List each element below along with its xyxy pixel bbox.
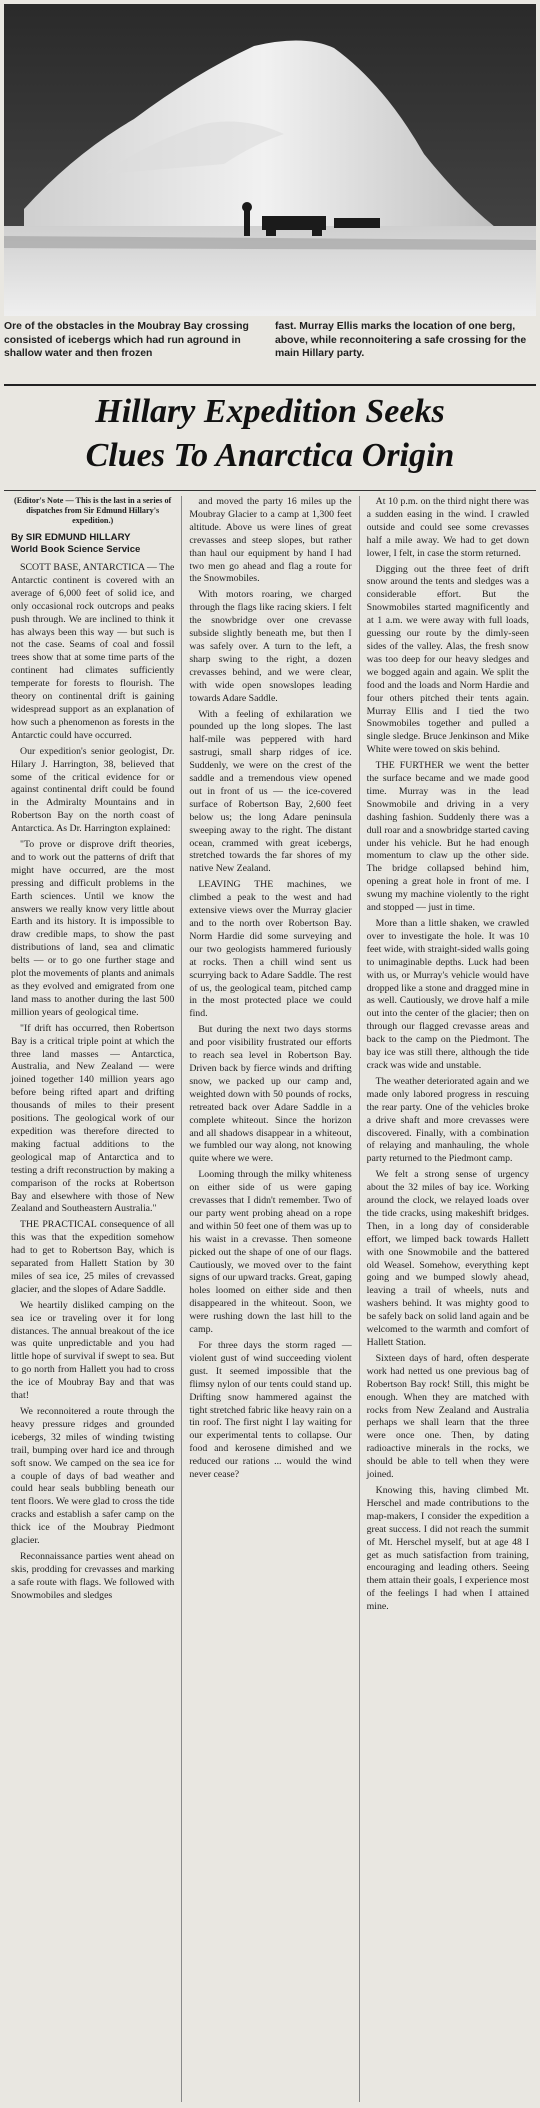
paragraph: SCOTT BASE, ANTARCTICA — The Antarctic continent is covered with an average of 6,000 feet of solid ice, and only occasional rock outcrops and peaks push through. We are inclined to think it has always been this way — but such is not the case. Seams of coal and fossil trees show that at some time parts of the continent had climates sufficiently temperate for forests to flourish. The theory on continental drift is gaining widespread support as an explanation of how such a phenomenon as forests in the Antarctic could have occurred.	[11, 562, 175, 741]
article-column-3	[359, 496, 536, 2102]
caption-left: Ore of the obstacles in the Moubray Bay crossing consisted of icebergs which had run aground in shallow water and then frozen	[4, 321, 249, 360]
news-photo	[4, 4, 536, 316]
paragraph: But during the next two days storms and poor visibility frustrated our efforts to reach sea level in Robertson Bay. Driven back by fierce winds and drifting snow, we packed up our camp and, weighted down with 50 pounds of rocks, retreated back over Adare Saddle in a complete whiteout. Since the horizon and all shadows disappear in a whiteout, we fumbled our way along, not knowing quite where we were.	[189, 1024, 352, 1165]
paragraph: More than a little shaken, we crawled over to investigate the hole. It was 10 feet wide, with straight-sided walls going to unimaginable depths. Luck had been with us, or Murray's vehicle would have dropped like a stone and dragged mine in as well. Cautiously, we drove half a mile out into the center of the glacier; then on through our flagged crevasse areas and back to the camp on the Piedmont. The bay ice was still there, although the tide crack was wide and unstable.	[366, 918, 529, 1071]
paragraph: At 10 p.m. on the third night there was a sudden easing in the wind. I crawled outside and could see some crevasses half a mile away. We had to get down lower, I felt, in case the storm returned.	[366, 496, 529, 559]
byline-name: By SIR EDMUND HILLARY	[11, 532, 131, 543]
byline-service: World Book Science Service	[11, 544, 141, 555]
paragraph: "If drift has occurred, then Robertson Bay is a critical triple point at which the three land masses — Antarctica, Australia, and New Zealand — were joined together 140 million years ago before being rifted apart and drifting thousands of miles to their present positions. The geological work of our expedition was therefore directed to making factual additions to the geological map of Antarctica and to testing a drift reconstruction by making a comparison of the rocks at Robertson Bay and elsewhere with those of New Zealand and Southeastern Australia."	[11, 1022, 175, 1215]
paragraph: We reconnoitered a route through the heavy pressure ridges and grounded icebergs, 32 miles of winding twisting trail, bumping over hard ice and through soft snow. We camped on the sea ice for a couple of days of bad weather and could hear seals bubbling beneath our tent floors. We were glad to cross the tide cracks and establish a safer camp on the thick ice of the Moubray Piedmont glacier.	[11, 1406, 175, 1547]
paragraph: Reconnaissance parties went ahead on skis, prodding for crevasses and marking a safe route with flags. We followed with Snowmobiles and sledges	[11, 1550, 175, 1601]
paragraph: Sixteen days of hard, often desperate work had netted us one previous bag of Robertson Bay rock! Still, this might be enough. When they are matched with rocks from New Zealand and Australia perhaps we shall learn that the three were once one. Then, by dating radioactive minerals in the rocks, we should be able to tell when they were joined.	[366, 1352, 529, 1481]
paragraph: Knowing this, having climbed Mt. Herschel and made contributions to the map-makers, I consider the expedition a great success. I did not reach the summit of Mt. Herschel myself, but at age 48 I get as much satisfaction from training, encouraging and leading others. Seeing them attain their goals, I experience most of the feelings I had when I attained mine.	[366, 1484, 529, 1613]
paragraph: With a feeling of exhilaration we pounded up the long slopes. The last half-mile was peppered with hard sastrugi, small sharp ridges of ice. Suddenly, we were on the crest of the saddle and a tremendous view opened out in front of us — the ice-covered surface of Robertson Bay, 2,600 feet below us; the long Adare peninsula sweeping away to the right. The distant ocean, crammed with great icebergs, stretched towards the far shores of my native New Zealand.	[189, 708, 352, 875]
paragraph: "To prove or disprove drift theories, and to work out the patterns of drift that might have occurred, are the most pressing and difficult problems in the Earth sciences. Until we know the answers we really know very little about Earth and its history. It is impossible to draw credible maps, to show the past distributions of land, sea and climatic belts — or to go one further stage and plot the movements of plants and animals as they evolved and emigrated from one land mass to another during the last 500 million years of geological time.	[11, 839, 175, 1018]
paragraph: THE FURTHER we went the better the surface became and we made good time. Murray was in the lead Snowmobile and driving in a very dashing fashion. Suddenly there was a dull roar and a snowbridge started caving under his vehicle. But he had enough momentum to claw up the other side. The bridge collapsed behind him, opening a great hole in front of me. I swung my machine violently to the right and stopped — just in time.	[366, 760, 529, 914]
paragraph: For three days the storm raged — violent gust of wind succeeding violent gust. It seemed impossible that the flimsy nylon of our tents could stand up. Drifting snow hammered against the tight stretched fabric like heavy rain on a tin roof. The first night I lay waiting for our experimental tents to collapse. Our food and kerosene dimished and we reduced our rations ... would the wind never cease?	[189, 1340, 352, 1481]
paragraph: LEAVING THE machines, we climbed a peak to the west and had extensive views over the Murray glacier and to the north over Robertson Bay. Norm Hardie did some surveying and our two geologists hammered furiously at rocks. Then a chill wind sent us scurrying back to Adare Saddle. The rest of us, the geological team, pitched camp in the most protected place we could find.	[189, 879, 352, 1020]
article-column-1	[4, 496, 181, 2102]
headline	[4, 384, 536, 491]
paragraph: THE PRACTICAL consequence of all this was that the expedition somehow had to get to Robertson Bay, which is separated from Hallett Station by 30 miles of sea ice, 25 miles of crevassed glacier, and the slopes of Adare Saddle.	[11, 1219, 175, 1295]
article-columns	[4, 496, 536, 2102]
paragraph: Looming through the milky whiteness on either side of us were gaping crevasses that I didn't remember. Two of our party went probing ahead on a rope and within 50 feet one of them was up to his waist in a crevasse. Then someone picked out the shape of one of our flags. Cautiously, we moved over to the faint signs of our upward tracks. Great, gaping holes loomed on either side and then disappeared in the whiteout. Soon, we were rushing down the last hill to the camp.	[189, 1169, 352, 1336]
paragraph: We heartily disliked camping on the sea ice or traveling over it for long distances. The annual breakout of the ice was quite unpredictable and you had little hope of survival if swept to sea. But to go north from Hallett you had to cross the ice of Moubray Bay and that was that!	[11, 1299, 175, 1402]
headline-line-2: Clues To Anarctica Origin	[85, 437, 455, 474]
paragraph: and moved the party 16 miles up the Moubray Glacier to a camp at 1,300 feet altitude. Above us were lines of great crevasses and steep slopes, but rather than haul our equipment by hand I had two men go ahead and flag a route for the Snowmobiles.	[189, 496, 352, 585]
paragraph: Our expedition's senior geologist, Dr. Hilary J. Harrington, 38, believed that some of the critical evidence for or against continental drift could be found in the Admiralty Mountains and in Robertson Bay on the north coast of Antarctica. As Dr. Harrington explained:	[11, 745, 175, 835]
caption-right: fast. Murray Ellis marks the location of one berg, above, while reconnoitering a safe crossing for the main Hillary party.	[275, 321, 527, 360]
byline	[11, 532, 174, 556]
editor-note: (Editor's Note — This is the last in a series of dispatches from Sir Edmund Hillary's expedition.)	[14, 496, 172, 525]
article-column-2	[181, 496, 358, 2102]
paragraph: With motors roaring, we charged through the flags like racing skiers. I felt the snowbridge over one crevasse subside slightly beneath me, but then I was safely over. A turn to the left, a sharp swing to the right, a dozen crevasses behind, and we were clear, with wide open snowslopes leading towards Adare Saddle.	[189, 589, 352, 704]
photo-iceberg-svg	[4, 4, 536, 316]
paragraph: The weather deteriorated again and we made only labored progress in rescuing the rear party. One of the vehicles broke a drive shaft and more crevasses were discovered. Finally, with a combination of relaying and manhauling, the whole party returned to the Piedmont camp.	[366, 1075, 529, 1165]
paragraph: We felt a strong sense of urgency about the 32 miles of bay ice. Working around the clock, we relayed loads over the tide cracks, using makeshift bridges. Then, in a long day of considerable effort, we limped back towards Hallett with one Snowmobile and the battered old Weasel. Somehow, everything kept going and we bumped slowly ahead, leaving a trail of wheels, nuts and washers behind. It was mighty good to be safely back on solid land again and be welcomed to the warmth and comfort of Hallett Station.	[366, 1169, 529, 1348]
headline-line-1: Hillary Expedition Seeks	[95, 393, 445, 430]
paragraph: Digging out the three feet of drift snow around the tents and sledges was a considerable effort. But the Snowmobiles started magnificently and at 1 a.m. we were away with full loads, guessing our route by the dimly-seen sides of the valley. Alas, the fresh snow was too deep for our heavy sledges and we bogged again and again. We split the food and the loads and Norm Hardie and four others pitched their tents again. Murray Ellis and I tied the two Snowmobiles together and pulled a single sledge. Bruce Jenkinson and Mike White were towed on skis behind.	[366, 563, 529, 756]
photo-caption	[4, 320, 536, 380]
